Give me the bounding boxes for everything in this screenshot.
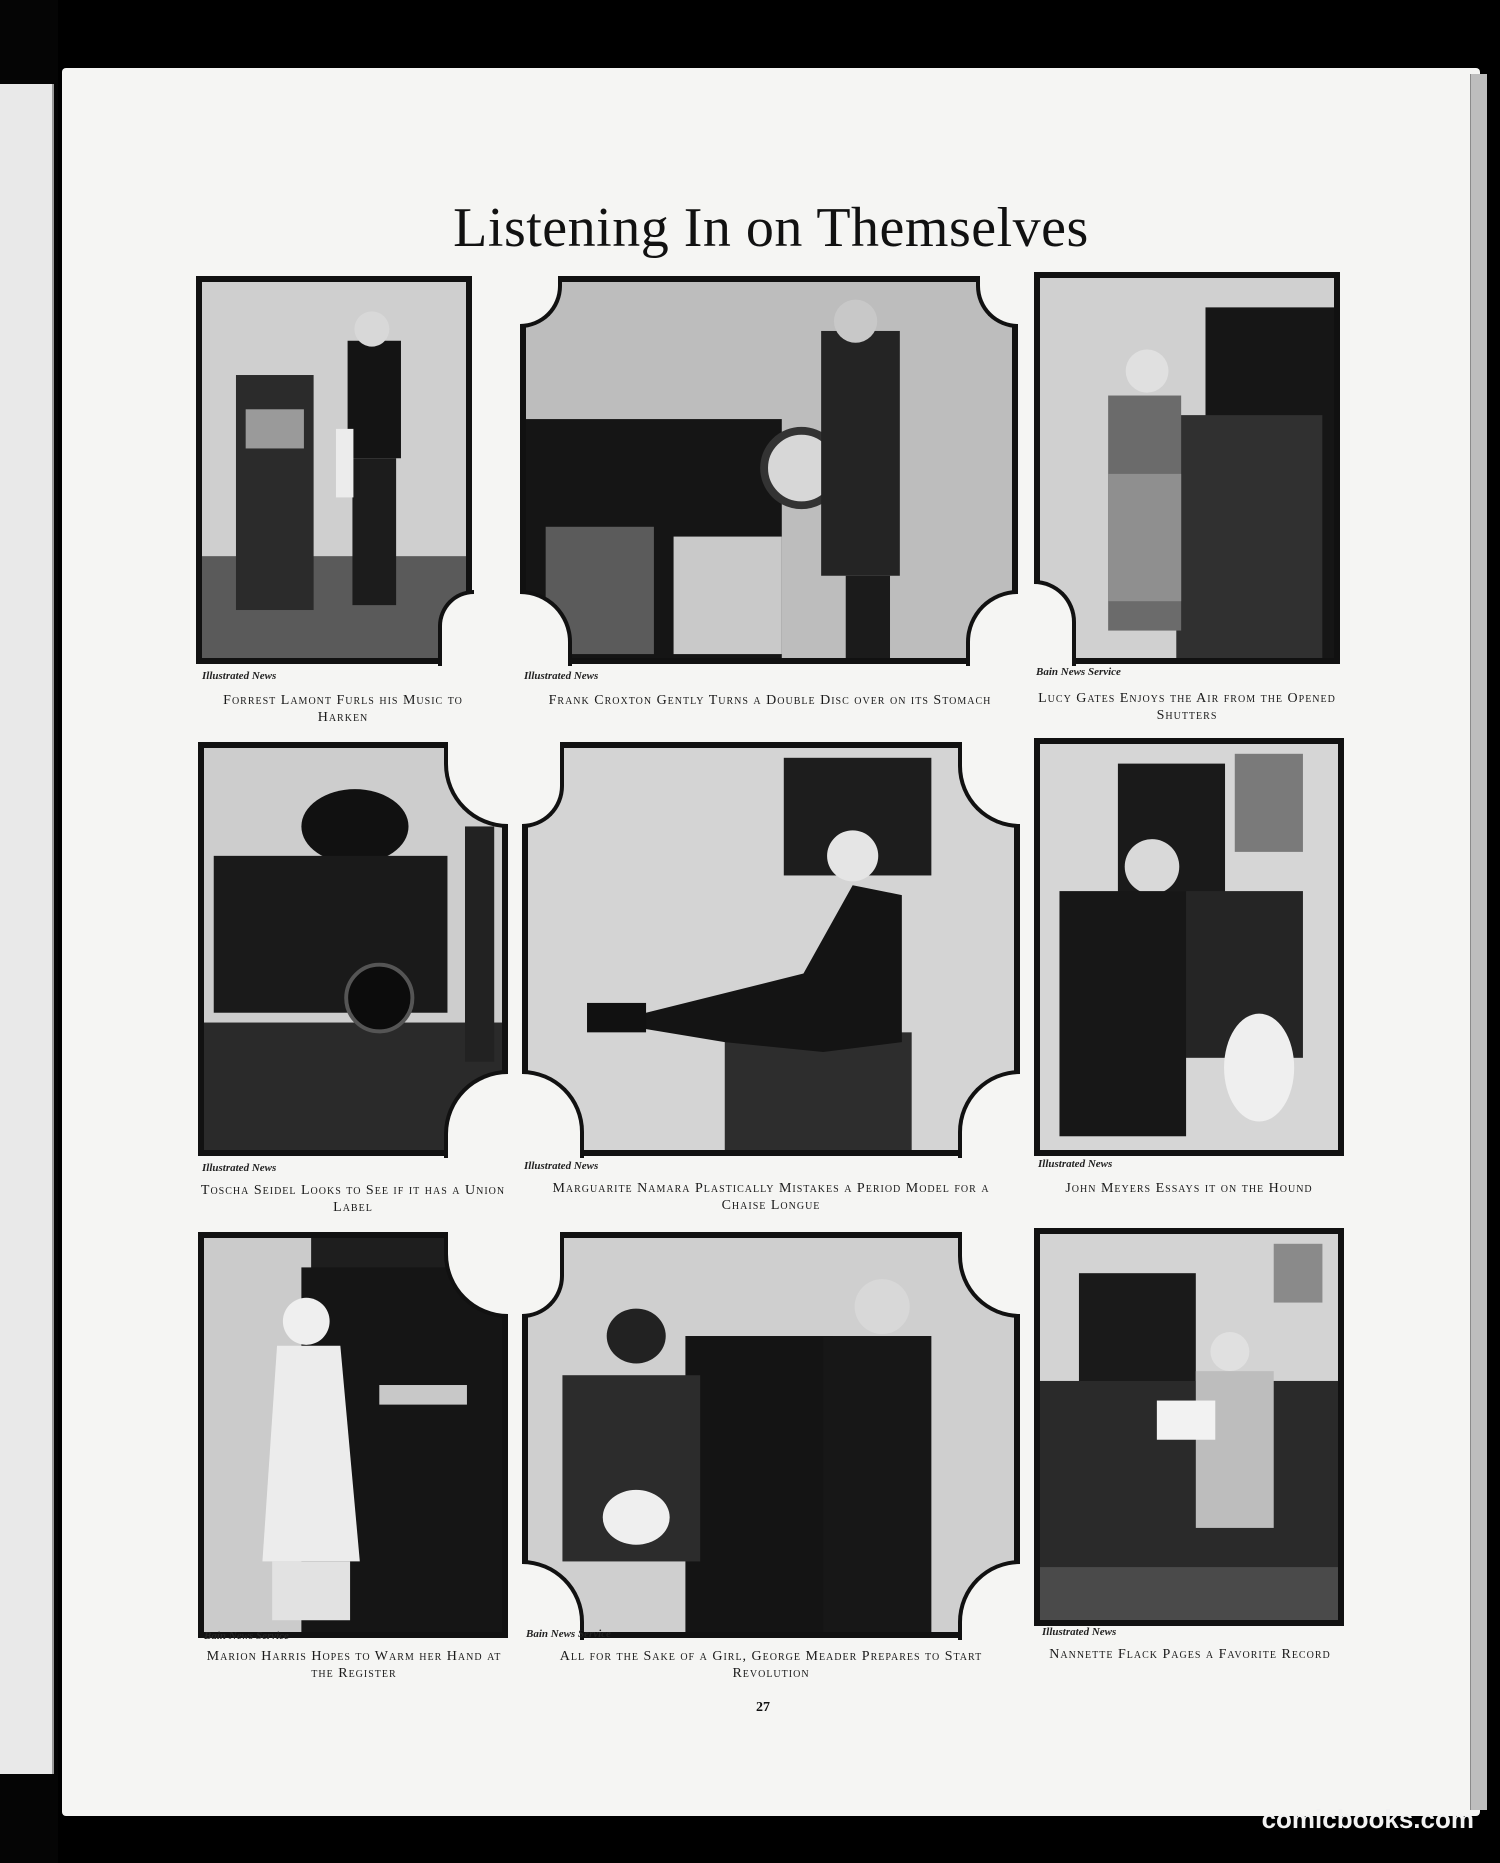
photo-caption: John Meyers Essays it on the Hound — [1065, 1181, 1313, 1196]
phonograph-photo-icon — [1040, 1234, 1338, 1620]
photo-credit: Illustrated News — [1038, 1158, 1113, 1170]
phonograph-photo-icon — [204, 1238, 502, 1632]
phonograph-photo-icon — [204, 748, 502, 1150]
photo-caption: Marguarite Namara Plastically Mistakes a Period Model for a Chaise Longue — [552, 1181, 990, 1213]
photo-george-meader — [524, 1234, 1018, 1636]
phonograph-photo-icon — [1040, 278, 1334, 658]
photo-marguarite-namara — [524, 744, 1018, 1154]
photo-caption: Frank Croxton Gently Turns a Double Disc over on its Stomach — [548, 693, 992, 708]
photo-frank-croxton — [522, 278, 1016, 662]
photo-john-meyers — [1036, 740, 1342, 1154]
photo-nannette-flack — [1036, 1230, 1342, 1624]
photo-credit: Illustrated News — [202, 1162, 277, 1174]
photo-credit: Illustrated News — [524, 670, 599, 682]
photo-credit: Illustrated News — [524, 1160, 599, 1172]
phonograph-photo-icon — [1040, 744, 1338, 1150]
photo-credit: Illustrated News — [1042, 1626, 1117, 1638]
page-title: Listening In on Themselves — [453, 197, 1089, 259]
phonograph-photo-icon — [526, 282, 1012, 658]
photo-lucy-gates — [1036, 274, 1338, 662]
photo-caption: Lucy Gates Enjoys the Air from the Opened Shutters — [1038, 691, 1336, 723]
photo-caption: Toscha Seidel Looks to See if it has a Union Label — [200, 1183, 506, 1215]
photo-caption: Nannette Flack Pages a Favorite Record — [1049, 1647, 1331, 1662]
photo-caption: Marion Harris Hopes to Warm her Hand at the Register — [206, 1649, 502, 1681]
photo-credit: Bain News Service — [1036, 666, 1121, 678]
watermark: comicbooks.com — [1261, 1804, 1474, 1834]
photo-forrest-lamont — [198, 278, 470, 662]
figure-reclining-photo-icon — [528, 748, 1014, 1150]
photo-credit: Bain News Service — [204, 1630, 289, 1642]
adjacent-page-edge — [0, 0, 58, 1863]
adjacent-page — [0, 84, 54, 1774]
phonograph-photo-icon — [202, 282, 466, 658]
photo-credit: Bain News Service — [526, 1628, 611, 1640]
photo-caption: All for the Sake of a Girl, George Meader Prepares to Start Revolution — [559, 1649, 983, 1681]
page-stack-edge — [1470, 74, 1487, 1810]
phonograph-photo-icon — [528, 1238, 1014, 1632]
photo-caption: Forrest Lamont Furls his Music to Harken — [223, 693, 463, 725]
photo-credit: Illustrated News — [202, 670, 277, 682]
page-number: 27 — [756, 1700, 770, 1715]
